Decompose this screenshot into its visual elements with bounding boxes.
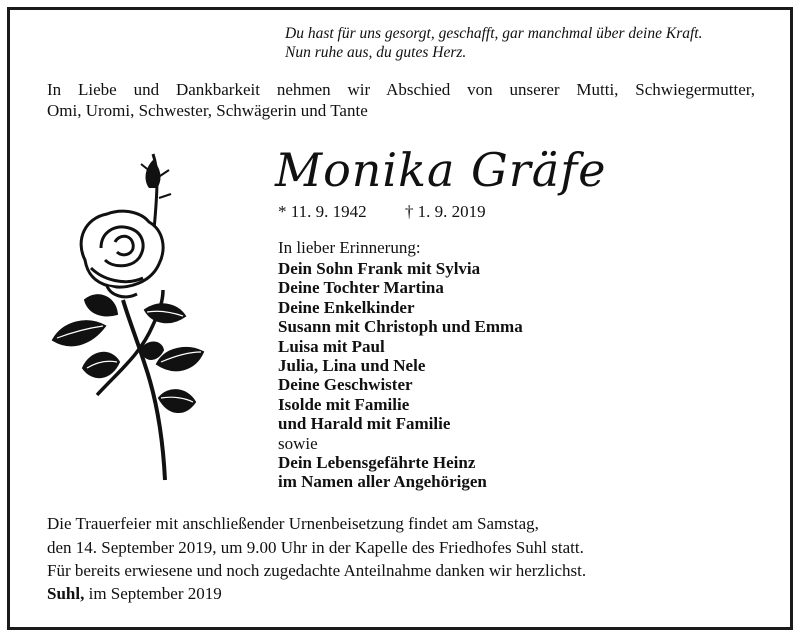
mourner-line: Deine Enkelkinder xyxy=(278,297,415,317)
place-date xyxy=(47,583,222,605)
mourner-line: sowie xyxy=(278,433,318,453)
mourner-line: und Harald mit Familie xyxy=(278,414,451,434)
mourner-line: im Namen aller Angehörigen xyxy=(278,472,487,492)
rose-illustration xyxy=(45,150,230,490)
mourner-line: Dein Lebensgefährte Heinz xyxy=(278,453,476,473)
funeral-line-3: Für bereits erwiesene und noch zugedachte Anteilnahme danken wir herzlichst. xyxy=(47,561,587,580)
intro-line-1: In Liebe und Dankbarkeit nehmen wir Abschied von unserer Mutti, Schwiegermutter, xyxy=(47,80,755,99)
place-name: Suhl, xyxy=(47,584,85,603)
mourner-line: Dein Sohn Frank mit Sylvia xyxy=(278,259,481,278)
mourner-line: Julia, Lina und Nele xyxy=(278,356,426,376)
life-dates xyxy=(278,201,486,223)
mourner-line: Deine Tochter Martina xyxy=(278,278,444,298)
death-date: † 1. 9. 2019 xyxy=(404,202,486,221)
intro-line-2: Omi, Uromi, Schwester, Schwägerin und Tante xyxy=(47,101,368,120)
motto-verse xyxy=(285,24,702,62)
intro-text xyxy=(47,79,755,121)
funeral-line-2: den 14. September 2019, um 9.00 Uhr in der Kapelle des Friedhofes Suhl statt. xyxy=(47,537,584,557)
mourner-line: Susann mit Christoph und Emma xyxy=(278,317,523,337)
memory-label: In lieber Erinnerung: xyxy=(278,238,421,257)
funeral-line-1: Die Trauerfeier mit anschließender Urnenbeisetzung findet am Samstag, xyxy=(47,514,539,533)
notice-date: im September 2019 xyxy=(88,584,222,603)
funeral-info xyxy=(47,512,586,583)
motto-line-1: Du hast für uns gesorgt, geschafft, gar manchmal über deine Kraft. xyxy=(285,25,703,42)
motto-line-2: Nun ruhe aus, du gutes Herz. xyxy=(285,44,467,61)
deceased-name: Monika Gräfe xyxy=(275,143,607,197)
birth-date: * 11. 9. 1942 xyxy=(278,202,367,221)
mourner-line: Isolde mit Familie xyxy=(278,394,410,414)
mourner-line: Luisa mit Paul xyxy=(278,336,385,356)
mourner-line: Deine Geschwister xyxy=(278,375,413,395)
mourners-list xyxy=(278,259,523,492)
